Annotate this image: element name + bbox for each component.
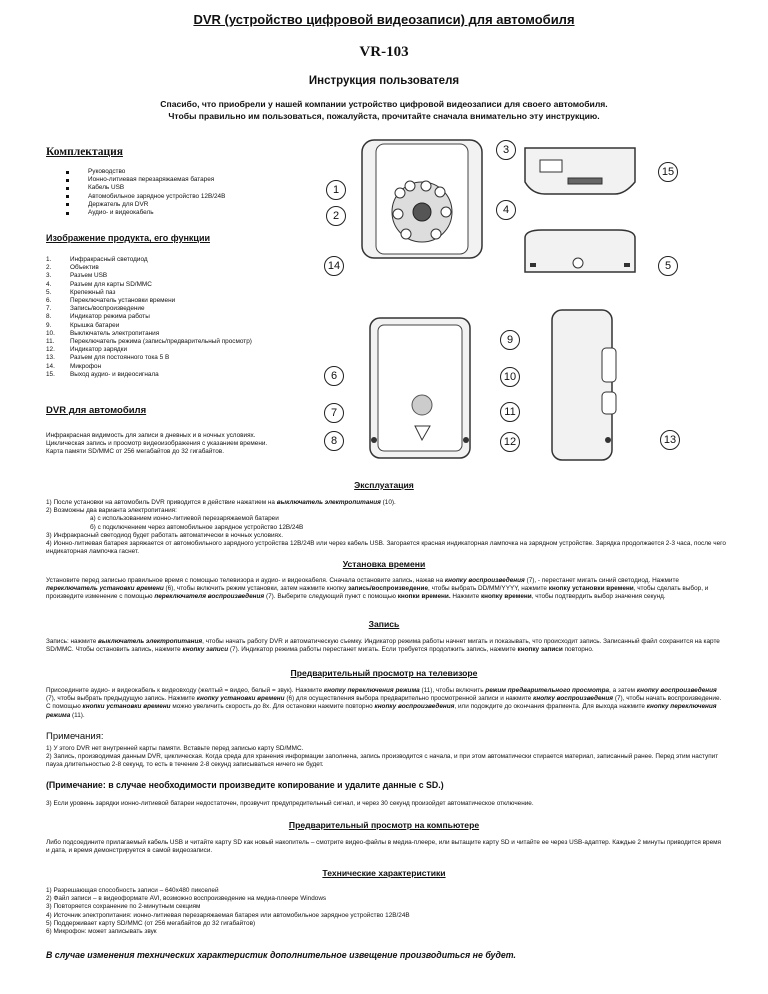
tv-p7: можно увеличить скорость до 8х. Для остановки нажмите повторно [170, 703, 375, 711]
operation-l1c: (10). [380, 499, 396, 506]
callout-14: 14 [324, 256, 344, 276]
record-text [46, 638, 726, 654]
feature-label: Запись/воспроизведение [70, 305, 145, 313]
callout-5: 5 [658, 256, 678, 276]
operation-l4: 4) Ионно-литиевая батарея заряжается от автомобильного зарядного устройства 12В/24В или через кабель USB. Загорается красная индикаторная лампочка на зарядном устройстве. Зарядка продолжается 2-3 часа, после чего индикаторная лампочка гаснет. [46, 540, 726, 556]
operation-l1a: 1) После установки на автомобиль DVR приводится в действие нажатием на [46, 499, 277, 506]
time-text [46, 577, 726, 602]
feature-label: Разъем для карты SD/MMC [70, 280, 152, 288]
note-3: 3) Если уровень зарядки ионно-литиевой батареи недостаточен, прозвучит предупредительный сигнал, и через 30 секунд произойдет автоматическое отключение. [46, 800, 534, 807]
callout-6: 6 [324, 366, 344, 386]
time-b1: кнопку воспроизведения [444, 577, 525, 584]
spec-item: 5) Поддерживает карту SD/MMC (от 256 мегабайтов до 32 гигабайтов) [46, 919, 256, 927]
callout-11: 11 [500, 402, 520, 422]
model-number: VR-103 [359, 44, 409, 60]
feature-number: 9. [46, 321, 52, 329]
time-p8: , чтобы подтвердить выбор значения секунд. [531, 593, 666, 601]
tv-p5: (6) для осуществления выбора предварительно просмотренной записи и нажмите [284, 695, 534, 703]
time-p6: (7). Выберите следующий пункт с помощью [264, 593, 398, 601]
product-feature-item [46, 256, 252, 264]
feature-label: Крепежный паз [70, 288, 116, 296]
time-p5: , чтобы сделать выбор, и произведите изменение с помощью [46, 585, 709, 601]
callout-10: 10 [500, 367, 520, 387]
kit-item: Держатель для DVR [62, 201, 225, 209]
feature-label: Крышка батареи [70, 321, 120, 329]
product-feature-item [46, 354, 252, 362]
feature-number: 7. [46, 305, 52, 313]
callout-1: 1 [326, 180, 346, 200]
note-2: 2) Запись, производимая данным DVR, циклическая. Когда среда для хранения информации заполнена, запись производится с начала, и при этом автоматически стирается материал, записанный ранее. Перед этим наступит пауза длительностью 2-8 секунд, то есть в течение 2-8 секунд записываться ничего не будет. [46, 753, 719, 769]
feature-label: Инфракрасный светодиод [70, 256, 148, 263]
feature-label: Индикатор режима работы [70, 313, 150, 321]
tv-b6: кнопки установки времени [82, 703, 171, 711]
product-feature-item [46, 313, 252, 321]
record-p1: Запись: нажмите [46, 638, 99, 645]
product-feature-item [46, 346, 252, 354]
record-b3: кнопку записи [517, 646, 563, 654]
record-p3: (7). Индикатор режима работы перестанет мигать. Если требуется продолжить запись, нажмите [228, 646, 518, 654]
dvr-heading: DVR для автомобиля [46, 405, 147, 416]
feature-number: 15. [46, 370, 55, 378]
callout-7: 7 [324, 403, 344, 423]
feature-number: 3. [46, 272, 52, 280]
intro-line-1: Спасибо, что приобрели у нашей компании устройство цифровой видеозаписи для своего автомобиля. [160, 99, 608, 109]
tv-preview-text [46, 687, 726, 720]
tv-p9: (11). [70, 711, 85, 719]
feature-number: 6. [46, 297, 52, 305]
copy-note: (Примечание: в случае необходимости произведите копирование и удалите данные с SD.) [46, 780, 444, 790]
time-p7: Нажмите [450, 593, 481, 601]
product-feature-item [46, 371, 252, 379]
operation-text [46, 499, 726, 556]
spec-item: 2) Файл записи – в видеоформате AVI, возможно воспроизведение на медиа-плеере Windows [46, 895, 327, 903]
spec-item: 1) Разрешающая способность записи – 640x480 пикселей [46, 887, 219, 894]
product-feature-item [46, 330, 252, 338]
operation-l2a: а) с использованием ионно-литиевой перезаряжаемой батареи [90, 515, 279, 523]
tv-p1: Присоедините аудио- и видеокабель к видеовходу (желтый = видео, белый = звук). Нажмите [46, 687, 324, 694]
callout-15: 15 [658, 162, 678, 182]
product-feature-item [46, 281, 252, 289]
intro-text [0, 98, 768, 122]
product-feature-list [46, 256, 252, 379]
time-p3: (6), чтобы включить режим установки, затем нажмите кнопку [163, 585, 348, 593]
operation-l1b: выключатель электропитания [276, 499, 381, 506]
feature-number: 13. [46, 354, 55, 362]
spec-item: 6) Микрофон: может записывать звук [46, 928, 157, 936]
callout-4: 4 [496, 200, 516, 220]
time-b7: кнопку времени [480, 593, 532, 601]
callout-8: 8 [324, 431, 344, 451]
feature-label: Объектив [70, 264, 99, 272]
tv-b7: кнопку воспроизведения [374, 703, 455, 711]
notes-heading: Примечания: [46, 731, 104, 742]
dvr-feature-line: Карта памяти SD/MMC от 256 мегабайтов до 32 гигабайтов. [46, 448, 224, 456]
time-p4: , чтобы выбрать DD/MM/YYYY, нажмите [428, 585, 549, 593]
product-feature-item [46, 322, 252, 330]
tv-b5: кнопку воспроизведения [533, 695, 614, 703]
feature-number: 2. [46, 264, 52, 272]
feature-label: Разъем для постоянного тока 5 В [70, 354, 170, 362]
tv-p8: , или подождите до окончания фрагмента. Для выхода нажмите [454, 703, 647, 711]
dvr-feature-line: Циклическая запись и просмотр видеоизображения с указанием времени. [46, 440, 268, 448]
tv-p6: (7), чтобы начать воспроизведение. С помощью [46, 695, 722, 711]
operation-heading: Эксплуатация [354, 480, 414, 490]
operation-l2b: б) с подключением через автомобильное зарядное устройство 12В/24В [90, 523, 304, 531]
callout-3: 3 [496, 140, 516, 160]
record-p4: повторно. [562, 646, 594, 654]
product-feature-item [46, 363, 252, 371]
tv-p4: (7), чтобы выбрать предыдущую запись. Нажмите [46, 695, 197, 703]
product-feature-item [46, 272, 252, 280]
feature-number: 14. [46, 362, 55, 370]
feature-label: Разъем USB [70, 272, 108, 280]
operation-l2: 2) Возможны два варианта электропитания: [46, 507, 177, 515]
time-b4: кнопку установки времени [548, 585, 634, 593]
kit-item: Руководство [62, 168, 225, 176]
kit-item: Кабель USB [62, 184, 225, 192]
kit-item: Аудио- и видеокабель [62, 209, 225, 217]
feature-number: 12. [46, 346, 55, 354]
kit-list [62, 168, 225, 217]
time-b2: переключатель установки времени [46, 585, 164, 593]
kit-heading: Комплектация [46, 146, 123, 158]
record-b1: выключатель электропитания [98, 638, 203, 645]
time-heading: Установка времени [342, 559, 426, 569]
tv-b1: кнопку переключения режима [323, 687, 420, 694]
intro-line-2: Чтобы правильно им пользоваться, пожалуйста, прочитайте сначала внимательно эту инструкцию. [168, 111, 600, 121]
tv-b4: кнопку установки времени [196, 695, 285, 703]
tv-b2: режим предварительного просмотра [485, 687, 610, 694]
note-1: 1) У этого DVR нет внутренней карты памяти. Вставьте перед записью карту SD/MMC. [46, 745, 304, 752]
kit-item: Ионно-литиевая перезаряжаемая батарея [62, 176, 225, 184]
product-heading: Изображение продукта, его функции [46, 233, 211, 243]
feature-number: 11. [46, 338, 55, 346]
record-heading: Запись [368, 619, 400, 629]
product-feature-item [46, 338, 252, 346]
spec-item: 3) Повторяется сохранение по 2-минутным секциям [46, 903, 201, 911]
feature-label: Выключатель электропитания [70, 329, 160, 337]
notes-text [46, 745, 726, 770]
tv-preview-heading: Предварительный просмотр на телевизоре [290, 668, 478, 678]
feature-number: 4. [46, 280, 52, 288]
time-p1: Установите перед записью правильное время с помощью телевизора и аудио- и видеокабеля. Сначала остановите запись, нажав на [46, 577, 445, 584]
tv-b3: кнопку воспроизведения [636, 687, 717, 694]
feature-number: 1. [46, 256, 52, 263]
callout-2: 2 [326, 206, 346, 226]
feature-number: 5. [46, 288, 52, 296]
time-b6: кнопки времени. [397, 593, 451, 601]
operation-l3: 3) Инфракрасный светодиод будет работать автоматически в ночных условиях. [46, 531, 283, 539]
callout-12: 12 [500, 432, 520, 452]
time-b3: запись/воспроизведение [347, 585, 429, 593]
feature-label: Микрофон [70, 362, 102, 370]
feature-label: Переключатель установки времени [70, 297, 176, 305]
time-b5: переключателя воспроизведения [154, 593, 265, 601]
pc-preview-text: Либо подсоедините прилагаемый кабель USB и читайте карту SD как новый накопитель – смотрите видео-файлы в медиа-плеере, или вытащите карту SD и читайте ее через USB-адаптер. Каждые 2 минуты приводится время и дата, и время демонстрируется в самой видеозаписи. [46, 839, 722, 855]
feature-number: 8. [46, 313, 52, 321]
specs-list [46, 887, 726, 936]
callout-13: 13 [660, 430, 680, 450]
specs-heading: Технические характеристики [322, 868, 446, 878]
dvr-description [46, 432, 267, 457]
product-feature-item [46, 297, 252, 305]
record-p2: , чтобы начать работу DVR и автоматическую съемку. Индикатор режима работы начнет мигать и показывать, что происходит запись. Записанный файл сохранится на карте SD/MMC. Чтобы остановить запись, нажмите [46, 638, 720, 654]
record-b2: кнопку записи [182, 646, 229, 654]
tv-p3: , а затем [609, 687, 637, 694]
spec-item: 4) Источник электропитания: ионно-литиевая перезаряжаемая батарея или автомобильное зарядное устройство 12В/24В [46, 911, 410, 919]
feature-label: Индикатор зарядки [70, 346, 128, 354]
callout-9: 9 [500, 330, 520, 350]
manual-subtitle: Инструкция пользователя [308, 75, 460, 87]
product-feature-item [46, 289, 252, 297]
document-title: DVR (устройство цифровой видеозаписи) для автомобиля [193, 12, 575, 27]
footer-note: В случае изменения технических характеристик дополнительное извещение производиться не будет. [46, 950, 516, 960]
dvr-feature-line: Инфракрасная видимость для записи в дневных и в ночных условиях. [46, 432, 256, 439]
feature-number: 10. [46, 329, 55, 337]
tv-b8: кнопку переключения режима [46, 703, 717, 719]
tv-p2: (11), чтобы включить [419, 687, 486, 694]
feature-label: Выход аудио- и видеосигнала [70, 370, 159, 378]
kit-item: Автомобильное зарядное устройство 12В/24В [62, 193, 225, 201]
time-p2: (7), - перестанет мигать синий светодиод. Нажмите [524, 577, 679, 584]
product-feature-item [46, 264, 252, 272]
feature-label: Переключатель режима (запись/предварительный просмотр) [70, 338, 252, 346]
device-illustration [320, 130, 700, 470]
pc-preview-heading: Предварительный просмотр на компьютере [288, 820, 480, 830]
